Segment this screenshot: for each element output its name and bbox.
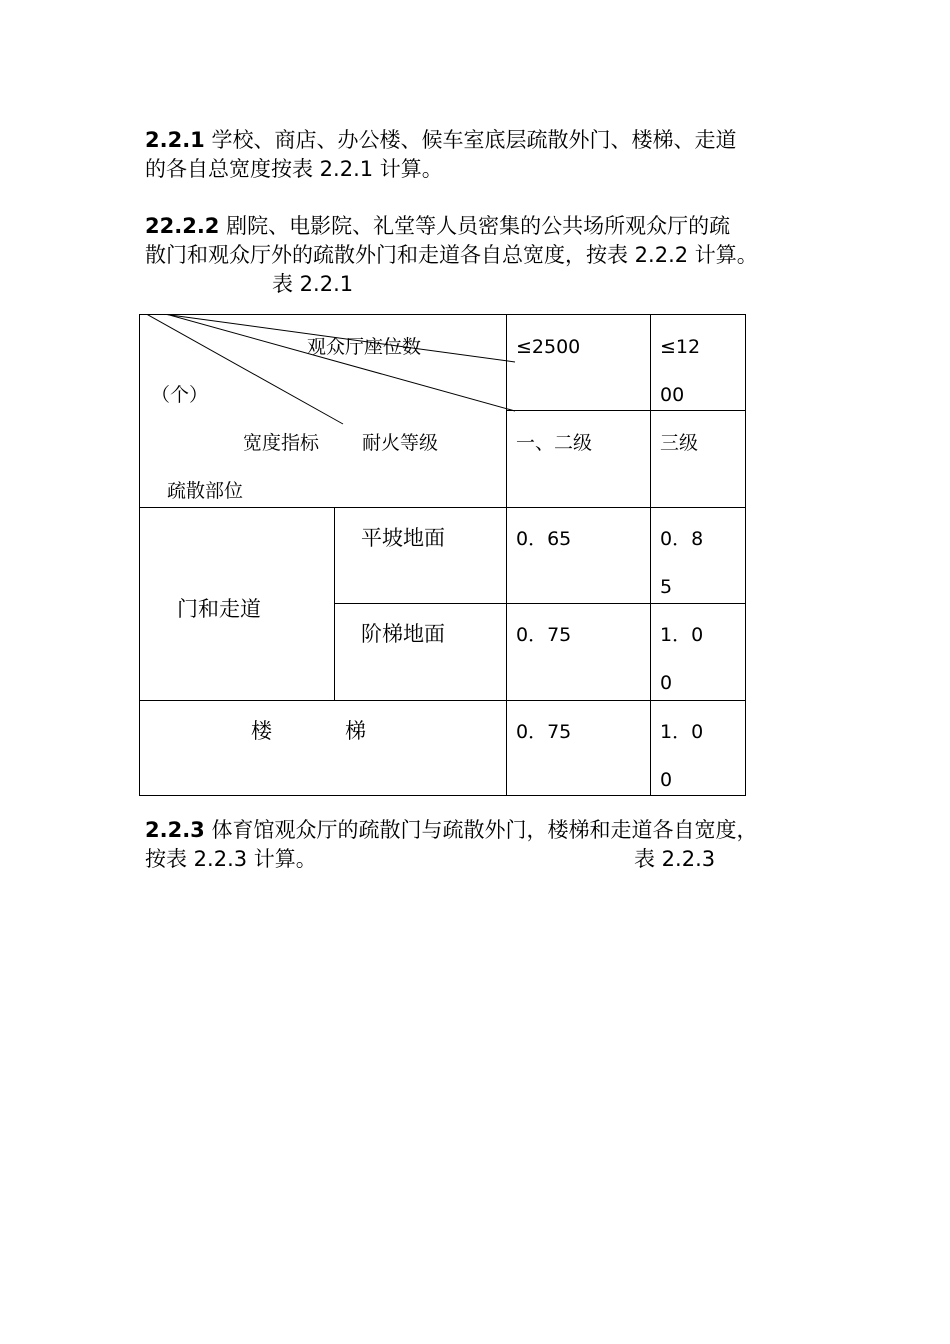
flat-floor-label: 平坡地面 — [361, 526, 445, 550]
stepped-value-col1: 0．75 — [516, 624, 572, 646]
stepped-floor-label: 阶梯地面 — [361, 622, 445, 646]
seats-col2-line1: ≤12 — [660, 336, 701, 358]
clause-number: 22.2.2 — [145, 214, 220, 238]
paragraph-2-2-2 — [145, 212, 805, 270]
clause-text: 学校、商店、办公楼、候车室底层疏散外门、楼梯、走道 — [204, 128, 737, 152]
stairs-label-part1: 楼 — [251, 719, 272, 743]
fire-rating-label: 耐火等级 — [362, 432, 439, 454]
stepped-value-col2-line1: 1．0 — [660, 624, 704, 646]
clause-number: 2.2.1 — [145, 128, 205, 152]
stairs-label-part2: 梯 — [345, 719, 366, 743]
clause-text-line2: 的各自总宽度按表 2.2.1 计算。 — [145, 157, 443, 181]
seats-col2-line2: 00 — [660, 384, 685, 406]
table-caption: 表 2.2.1 — [272, 272, 354, 296]
seats-col1: ≤2500 — [516, 336, 581, 358]
flat-value-col2-line2: 5 — [660, 576, 673, 598]
table-caption: 表 2.2.3 — [634, 847, 716, 871]
stairs-value-col1: 0．75 — [516, 721, 572, 743]
stairs-value-col2-line2: 0 — [660, 769, 673, 791]
fire-col1: 一、二级 — [516, 432, 593, 454]
stepped-value-col2-line2: 0 — [660, 672, 673, 694]
width-index-label: 宽度指标 — [243, 432, 320, 454]
paragraph-2-2-1 — [145, 126, 805, 184]
table-grid — [139, 314, 746, 796]
fire-col2: 三级 — [660, 432, 699, 454]
paragraph-2-2-3 — [145, 816, 825, 874]
seats-label: 观众厅座位数 — [307, 336, 422, 358]
clause-text: 剧院、电影院、礼堂等人员密集的公共场所观众厅的疏 — [219, 214, 731, 238]
clause-text: 体育馆观众厅的疏散门与疏散外门，楼梯和走道各自宽度， — [204, 818, 758, 842]
clause-text-line2: 按表 2.2.3 计算。 — [145, 847, 317, 871]
clause-number: 2.2.3 — [145, 818, 205, 842]
doors-corridors-label: 门和走道 — [177, 597, 261, 621]
location-label: 疏散部位 — [167, 480, 244, 502]
flat-value-col2-line1: 0．8 — [660, 528, 704, 550]
clause-text-line2: 散门和观众厅外的疏散外门和走道各自总宽度，按表 2.2.2 计算。 — [145, 243, 758, 267]
evacuation-width-table — [139, 314, 746, 796]
unit-label: （个） — [151, 384, 209, 406]
stairs-value-col2-line1: 1．0 — [660, 721, 704, 743]
flat-value-col1: 0．65 — [516, 528, 572, 550]
